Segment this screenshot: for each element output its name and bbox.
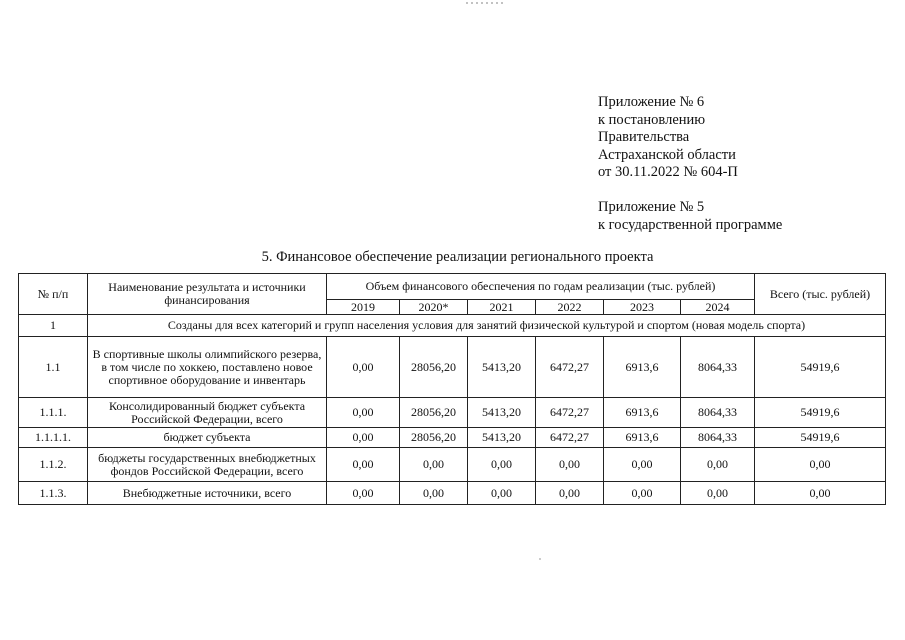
- appendix-6-line: Астраханской области: [598, 146, 736, 163]
- header-volume: Объем финансового обеспечения по годам реализации (тыс. рублей): [327, 274, 755, 300]
- header-year: 2019: [327, 300, 400, 315]
- row-value: 28056,20: [400, 398, 468, 428]
- row-value: 0,00: [327, 482, 400, 505]
- scan-artifact: [466, 2, 506, 4]
- table-row: [19, 482, 886, 505]
- appendix-6-header: [598, 94, 738, 182]
- row-total: 54919,6: [755, 428, 886, 448]
- row-name: бюджеты государственных внебюджетных фондов Российской Федерации, всего: [88, 448, 327, 482]
- financing-table: [18, 273, 886, 505]
- row-name: Внебюджетные источники, всего: [88, 482, 327, 505]
- row-value: 0,00: [400, 448, 468, 482]
- row-value: 8064,33: [681, 398, 755, 428]
- row-value: 0,00: [327, 337, 400, 398]
- header-year: 2021: [468, 300, 536, 315]
- row-value: 28056,20: [400, 337, 468, 398]
- row-total: 54919,6: [755, 398, 886, 428]
- appendix-5-line: Приложение № 5: [598, 199, 705, 215]
- row-value: 0,00: [681, 448, 755, 482]
- row-value: 8064,33: [681, 428, 755, 448]
- row-value: 0,00: [604, 482, 681, 505]
- row-value: 6472,27: [536, 428, 604, 448]
- row-value: 0,00: [327, 428, 400, 448]
- row-value: 0,00: [327, 448, 400, 482]
- table-row: [19, 337, 886, 398]
- row-total: 0,00: [755, 482, 886, 505]
- row-value: 0,00: [536, 448, 604, 482]
- header-row: [19, 274, 886, 300]
- row-num: 1.1.1.1.: [19, 428, 88, 448]
- row-num: 1.1.3.: [19, 482, 88, 505]
- table-row: [19, 428, 886, 448]
- row-value: 6472,27: [536, 337, 604, 398]
- row-num: 1.1.2.: [19, 448, 88, 482]
- appendix-6-line: Правительства: [598, 129, 690, 145]
- row-value: 6913,6: [604, 398, 681, 428]
- row-value: 0,00: [327, 398, 400, 428]
- table-row: [19, 448, 886, 482]
- header-year: 2022: [536, 300, 604, 315]
- row-value: 8064,33: [681, 337, 755, 398]
- row-value: 5413,20: [468, 428, 536, 448]
- row-name: бюджет субъекта: [88, 428, 327, 448]
- row-value: 6472,27: [536, 398, 604, 428]
- section-title: 5. Финансовое обеспечение реализации регионального проекта: [261, 249, 654, 265]
- row-name: Консолидированный бюджет субъекта Российской Федерации, всего: [88, 398, 327, 428]
- row-value: 5413,20: [468, 337, 536, 398]
- row-value: 0,00: [468, 448, 536, 482]
- row-value: 6913,6: [604, 337, 681, 398]
- row-value: 28056,20: [400, 428, 468, 448]
- row-value: 0,00: [681, 482, 755, 505]
- header-name: Наименование результата и источники финансирования: [88, 274, 327, 315]
- row-num: 1.1.1.: [19, 398, 88, 428]
- appendix-5-line: к государственной программе: [598, 216, 783, 233]
- header-year: 2020*: [400, 300, 468, 315]
- header-year: 2024: [681, 300, 755, 315]
- scan-artifact-dot: [539, 558, 541, 560]
- row-value: 0,00: [400, 482, 468, 505]
- section-row-title: Созданы для всех категорий и групп населения условия для занятий физической культурой и спортом (новая модель спорта): [88, 315, 886, 337]
- row-value: 0,00: [604, 448, 681, 482]
- section-row: [19, 315, 886, 337]
- table-row: [19, 398, 886, 428]
- header-num: № п/п: [19, 274, 88, 315]
- row-total: 54919,6: [755, 337, 886, 398]
- row-value: 0,00: [468, 482, 536, 505]
- header-total: Всего (тыс. рублей): [755, 274, 886, 315]
- appendix-6-line: Приложение № 6: [598, 94, 705, 110]
- appendix-6-line: к постановлению: [598, 111, 706, 128]
- row-total: 0,00: [755, 448, 886, 482]
- appendix-6-line: от 30.11.2022 № 604-П: [598, 164, 738, 180]
- row-value: 0,00: [536, 482, 604, 505]
- section-num: 1: [19, 315, 88, 337]
- row-num: 1.1: [19, 337, 88, 398]
- row-name: В спортивные школы олимпийского резерва, в том числе по хоккею, поставлено новое спортивное оборудование и инвентарь: [88, 337, 327, 398]
- row-value: 6913,6: [604, 428, 681, 448]
- appendix-5-header: [598, 199, 782, 234]
- row-value: 5413,20: [468, 398, 536, 428]
- header-year: 2023: [604, 300, 681, 315]
